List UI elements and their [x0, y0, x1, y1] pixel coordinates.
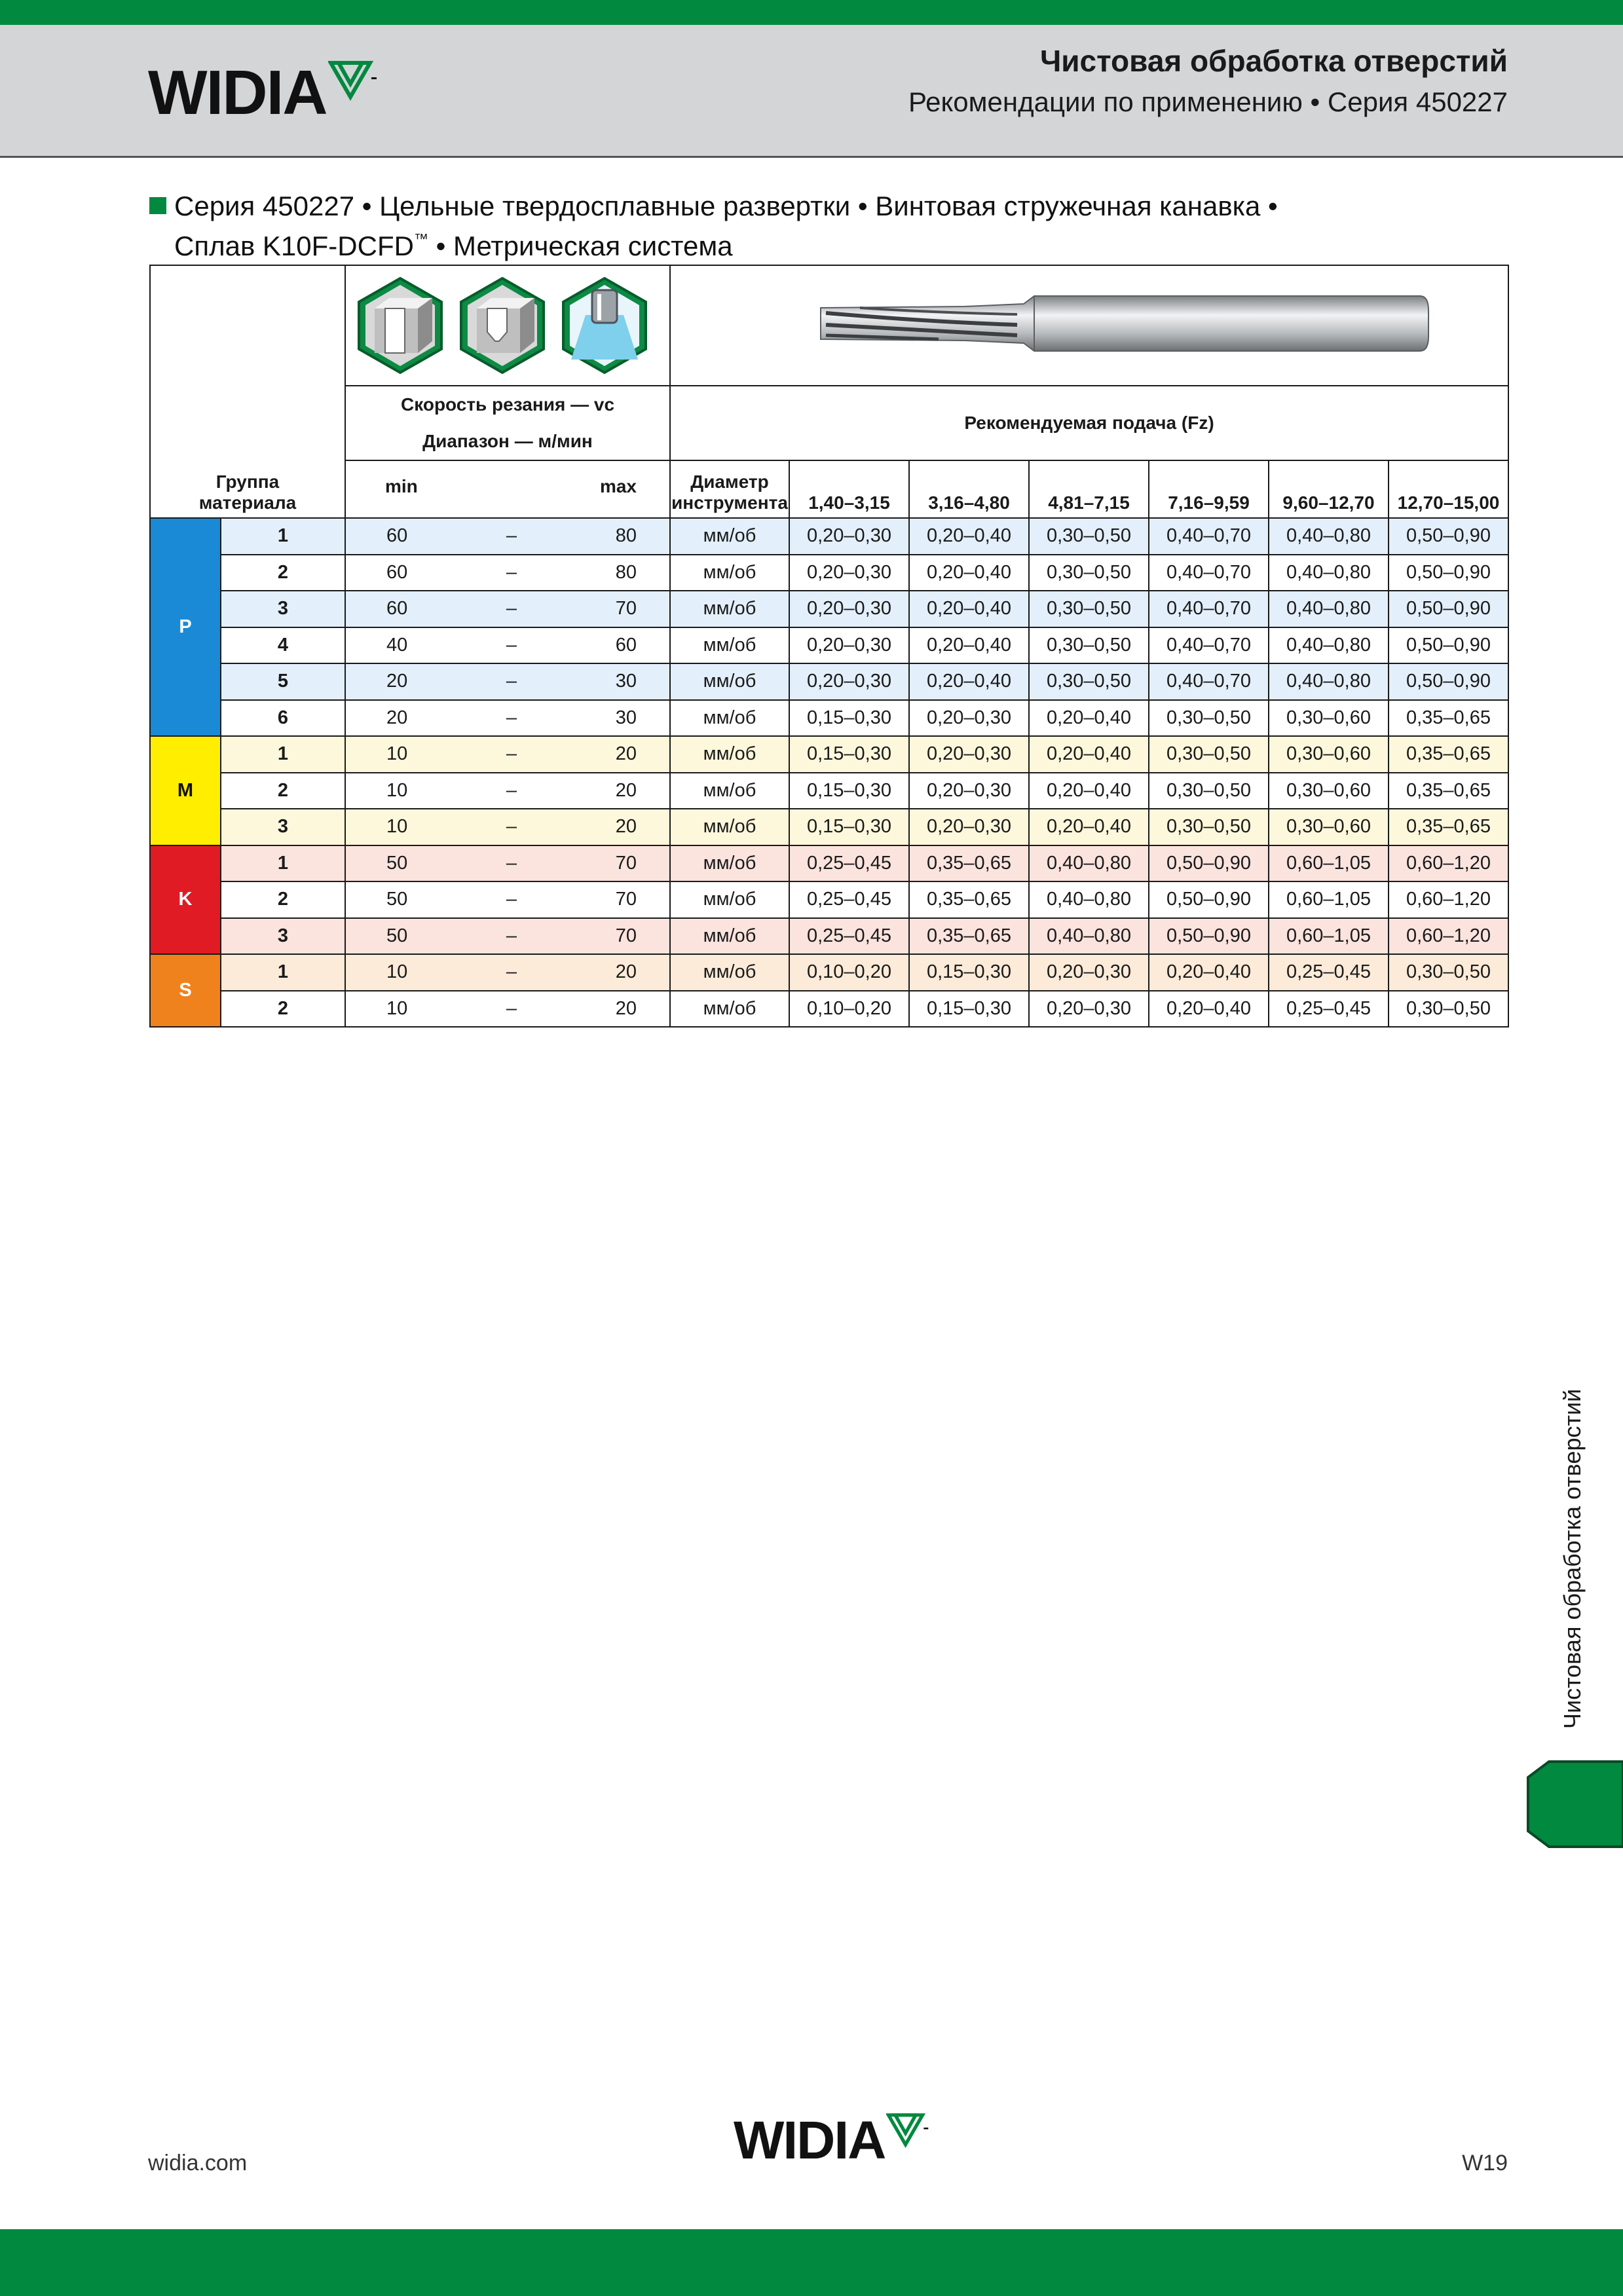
table-row — [150, 991, 1508, 1028]
feed-unit: мм/об — [670, 518, 789, 555]
widia-triangle-icon — [886, 2113, 929, 2149]
speed-range — [345, 954, 670, 991]
feed-value: 0,50–0,90 — [1149, 881, 1269, 918]
feed-value: 0,40–0,80 — [1269, 591, 1389, 627]
speed-max: 20 — [615, 779, 637, 801]
speed-range — [345, 700, 670, 737]
max-label: max — [599, 476, 637, 496]
speed-min: 60 — [386, 525, 408, 547]
feed-value: 0,30–0,50 — [1149, 809, 1269, 845]
min-label: min — [385, 476, 418, 496]
speed-dash: – — [506, 743, 517, 765]
speed-dash: – — [506, 707, 517, 728]
feed-value: 0,20–0,30 — [909, 809, 1029, 845]
speed-max: 20 — [615, 961, 637, 983]
speed-range — [345, 555, 670, 591]
speed-dash: – — [506, 671, 517, 692]
feed-value: 0,30–0,60 — [1269, 773, 1389, 809]
feed-value: 0,20–0,40 — [909, 591, 1029, 627]
speed-range — [345, 518, 670, 555]
table-row — [150, 954, 1508, 991]
feed-value: 0,15–0,30 — [789, 809, 909, 845]
feed-value: 0,40–0,80 — [1029, 918, 1149, 955]
speed-dash: – — [506, 925, 517, 946]
speed-dash: – — [506, 779, 517, 801]
feed-header: Рекомендуемая подача (Fz) — [670, 386, 1508, 460]
speed-min: 60 — [386, 561, 408, 583]
feed-value: 0,20–0,30 — [1029, 991, 1149, 1028]
speed-max: 60 — [615, 634, 637, 656]
feed-value: 0,35–0,65 — [1389, 809, 1508, 845]
feed-value: 0,30–0,50 — [1029, 663, 1149, 700]
feed-value: 0,20–0,30 — [909, 736, 1029, 773]
diameter-label: Диаметр инструмента — [670, 460, 789, 518]
speed-max: 30 — [615, 671, 637, 692]
feed-value: 0,50–0,90 — [1389, 627, 1508, 664]
feed-value: 0,25–0,45 — [1269, 954, 1389, 991]
feed-value: 0,20–0,40 — [1149, 954, 1269, 991]
speed-header-line2: Диапазон — м/мин — [422, 431, 593, 451]
section-title-line2: Сплав K10F-DCFD™ • Метрическая система — [174, 231, 733, 261]
speed-max: 20 — [615, 743, 637, 765]
feed-value: 0,40–0,70 — [1149, 627, 1269, 664]
material-subgroup: 2 — [221, 991, 345, 1028]
table-row — [150, 881, 1508, 918]
diameter-range-4: 7,16–9,59 — [1149, 460, 1269, 518]
speed-min: 10 — [386, 816, 408, 838]
feed-value: 0,30–0,50 — [1389, 954, 1508, 991]
speed-max: 70 — [615, 889, 637, 910]
speed-range — [345, 809, 670, 845]
speed-dash: – — [506, 997, 517, 1019]
diameter-range-6: 12,70–15,00 — [1389, 460, 1508, 518]
speed-min: 10 — [386, 997, 408, 1019]
feed-unit: мм/об — [670, 918, 789, 955]
feed-value: 0,30–0,60 — [1269, 736, 1389, 773]
feed-value: 0,60–1,20 — [1389, 881, 1508, 918]
speed-dash: – — [506, 852, 517, 874]
table-row — [150, 809, 1508, 845]
feed-value: 0,60–1,20 — [1389, 918, 1508, 955]
speed-dash: – — [506, 525, 517, 547]
footer-logo-word: WIDIA — [734, 2111, 886, 2170]
feed-value: 0,50–0,90 — [1389, 518, 1508, 555]
speed-max: 70 — [615, 852, 637, 874]
table-row — [150, 627, 1508, 664]
feed-value: 0,20–0,40 — [1029, 736, 1149, 773]
feed-unit: мм/об — [670, 663, 789, 700]
feed-value: 0,40–0,70 — [1149, 663, 1269, 700]
table-row — [150, 845, 1508, 882]
feed-value: 0,20–0,30 — [789, 591, 909, 627]
material-subgroup: 3 — [221, 918, 345, 955]
page-number: W19 — [1462, 2151, 1508, 2176]
material-subgroup: 2 — [221, 773, 345, 809]
speed-header-cell — [345, 386, 670, 460]
feed-value: 0,60–1,05 — [1269, 918, 1389, 955]
feed-value: 0,50–0,90 — [1389, 663, 1508, 700]
feed-value: 0,60–1,20 — [1389, 845, 1508, 882]
speed-max: 80 — [615, 561, 637, 583]
table-row — [150, 663, 1508, 700]
group-header-cell — [150, 265, 345, 518]
widia-triangle-icon — [328, 60, 378, 102]
speed-dash: – — [506, 561, 517, 583]
feed-value: 0,35–0,65 — [1389, 773, 1508, 809]
feed-value: 0,35–0,65 — [909, 845, 1029, 882]
feed-value: 0,30–0,50 — [1029, 627, 1149, 664]
feed-value: 0,20–0,30 — [789, 663, 909, 700]
footer-url[interactable]: widia.com — [148, 2151, 248, 2176]
feed-unit: мм/об — [670, 627, 789, 664]
speed-header-line1: Скорость резания — vc — [400, 394, 615, 415]
feed-value: 0,25–0,45 — [789, 845, 909, 882]
table-row — [150, 700, 1508, 737]
feed-value: 0,35–0,65 — [909, 881, 1029, 918]
material-subgroup: 5 — [221, 663, 345, 700]
table-row — [150, 518, 1508, 555]
bottom-bar — [0, 2229, 1623, 2296]
feed-value: 0,40–0,80 — [1269, 627, 1389, 664]
reamer-image — [742, 284, 1436, 363]
feed-value: 0,20–0,40 — [1149, 991, 1269, 1028]
feed-value: 0,15–0,30 — [789, 700, 909, 737]
feed-value: 0,60–1,05 — [1269, 881, 1389, 918]
header-logo — [148, 60, 378, 126]
section-title — [149, 190, 1278, 263]
speed-dash: – — [506, 598, 517, 620]
feed-value: 0,30–0,50 — [1149, 773, 1269, 809]
speed-range — [345, 736, 670, 773]
material-group-k: K — [150, 845, 221, 955]
feed-value: 0,20–0,40 — [909, 627, 1029, 664]
feed-unit: мм/об — [670, 954, 789, 991]
speed-range — [345, 881, 670, 918]
feed-value: 0,20–0,30 — [789, 518, 909, 555]
header-subtitle: Рекомендации по применению • Серия 450227 — [908, 86, 1508, 117]
speed-max: 70 — [615, 925, 637, 946]
side-tab — [1523, 1755, 1623, 1853]
feed-value: 0,20–0,40 — [1029, 809, 1149, 845]
speed-min: 10 — [386, 779, 408, 801]
feed-value: 0,15–0,30 — [789, 773, 909, 809]
feed-value: 0,50–0,90 — [1389, 591, 1508, 627]
feed-value: 0,20–0,40 — [909, 555, 1029, 591]
feed-value: 0,20–0,40 — [909, 663, 1029, 700]
speed-range — [345, 991, 670, 1028]
speed-min: 40 — [386, 634, 408, 656]
material-group-m: M — [150, 736, 221, 845]
feed-value: 0,50–0,90 — [1149, 845, 1269, 882]
feed-value: 0,10–0,20 — [789, 991, 909, 1028]
feed-value: 0,35–0,65 — [909, 918, 1029, 955]
header-title: Чистовая обработка отверстий — [1039, 44, 1508, 78]
feed-value: 0,30–0,60 — [1269, 809, 1389, 845]
speed-min: 50 — [386, 925, 408, 946]
feed-value: 0,40–0,80 — [1269, 555, 1389, 591]
feed-value: 0,20–0,40 — [909, 518, 1029, 555]
feed-value: 0,20–0,30 — [1029, 954, 1149, 991]
material-subgroup: 1 — [221, 954, 345, 991]
feed-value: 0,20–0,30 — [909, 773, 1029, 809]
diameter-range-3: 4,81–7,15 — [1029, 460, 1149, 518]
section-title-line1: Серия 450227 • Цельные твердосплавные развертки • Винтовая стружечная канавка • — [149, 190, 1278, 223]
material-subgroup: 3 — [221, 809, 345, 845]
speed-min: 10 — [386, 961, 408, 983]
material-subgroup: 1 — [221, 518, 345, 555]
header-logo-word: WIDIA — [148, 58, 327, 128]
feed-value: 0,25–0,45 — [789, 918, 909, 955]
feed-value: 0,30–0,50 — [1149, 700, 1269, 737]
feed-value: 0,30–0,50 — [1029, 518, 1149, 555]
speed-range — [345, 591, 670, 627]
speed-max: 80 — [615, 525, 637, 547]
feed-unit: мм/об — [670, 881, 789, 918]
feed-value: 0,15–0,30 — [789, 736, 909, 773]
speed-range — [345, 773, 670, 809]
table-row — [150, 773, 1508, 809]
speed-max: 70 — [615, 598, 637, 620]
material-subgroup: 1 — [221, 736, 345, 773]
material-subgroup: 2 — [221, 881, 345, 918]
feed-value: 0,20–0,30 — [909, 700, 1029, 737]
feed-unit: мм/об — [670, 845, 789, 882]
material-group-p: P — [150, 518, 221, 736]
speed-dash: – — [506, 889, 517, 910]
feed-unit: мм/об — [670, 773, 789, 809]
icons-cell — [345, 265, 670, 386]
material-subgroup: 1 — [221, 845, 345, 882]
material-group-s: S — [150, 954, 221, 1027]
feed-value: 0,10–0,20 — [789, 954, 909, 991]
material-subgroup: 6 — [221, 700, 345, 737]
feed-unit: мм/об — [670, 591, 789, 627]
feed-value: 0,20–0,30 — [789, 627, 909, 664]
material-subgroup: 2 — [221, 555, 345, 591]
feed-value: 0,40–0,70 — [1149, 591, 1269, 627]
speed-range — [345, 918, 670, 955]
reamer-image-cell — [670, 265, 1508, 386]
speed-min: 50 — [386, 889, 408, 910]
feed-value: 0,35–0,65 — [1389, 700, 1508, 737]
feed-unit: мм/об — [670, 991, 789, 1028]
group-header: Группа материала — [198, 472, 297, 513]
feed-value: 0,40–0,80 — [1269, 518, 1389, 555]
feed-value: 0,50–0,90 — [1149, 918, 1269, 955]
speed-dash: – — [506, 961, 517, 983]
speed-max: 20 — [615, 997, 637, 1019]
feed-unit: мм/об — [670, 555, 789, 591]
feed-value: 0,25–0,45 — [789, 881, 909, 918]
speed-min: 50 — [386, 852, 408, 874]
feed-value: 0,30–0,50 — [1149, 736, 1269, 773]
speed-min: 10 — [386, 743, 408, 765]
feed-value: 0,30–0,60 — [1269, 700, 1389, 737]
min-max-header — [345, 460, 670, 518]
table-row — [150, 736, 1508, 773]
blind-hole-icon — [457, 276, 548, 375]
through-hole-icon — [355, 276, 445, 375]
feed-value: 0,50–0,90 — [1389, 555, 1508, 591]
feed-value: 0,35–0,65 — [1389, 736, 1508, 773]
feed-value: 0,30–0,50 — [1029, 591, 1149, 627]
green-square-icon — [149, 197, 166, 214]
feed-value: 0,15–0,30 — [909, 954, 1029, 991]
feed-value: 0,20–0,30 — [789, 555, 909, 591]
diameter-range-1: 1,40–3,15 — [789, 460, 909, 518]
diameter-range-2: 3,16–4,80 — [909, 460, 1029, 518]
coolant-icon — [559, 276, 650, 375]
recommendation-table — [149, 265, 1509, 1028]
feed-value: 0,15–0,30 — [909, 991, 1029, 1028]
table-row — [150, 591, 1508, 627]
feed-value: 0,40–0,80 — [1029, 845, 1149, 882]
feed-value: 0,40–0,70 — [1149, 555, 1269, 591]
diameter-range-5: 9,60–12,70 — [1269, 460, 1389, 518]
feed-unit: мм/об — [670, 700, 789, 737]
feed-value: 0,40–0,70 — [1149, 518, 1269, 555]
speed-dash: – — [506, 816, 517, 838]
feed-value: 0,30–0,50 — [1029, 555, 1149, 591]
feed-value: 0,60–1,05 — [1269, 845, 1389, 882]
footer-logo — [734, 2113, 929, 2169]
top-bar — [0, 0, 1623, 25]
table-row — [150, 555, 1508, 591]
speed-max: 30 — [615, 707, 637, 728]
speed-range — [345, 845, 670, 882]
material-subgroup: 3 — [221, 591, 345, 627]
feed-value: 0,20–0,40 — [1029, 700, 1149, 737]
feed-value: 0,20–0,40 — [1029, 773, 1149, 809]
feed-value: 0,40–0,80 — [1269, 663, 1389, 700]
speed-range — [345, 627, 670, 664]
feed-unit: мм/об — [670, 809, 789, 845]
material-subgroup: 4 — [221, 627, 345, 664]
speed-min: 60 — [386, 598, 408, 620]
speed-range — [345, 663, 670, 700]
speed-max: 20 — [615, 816, 637, 838]
feed-unit: мм/об — [670, 736, 789, 773]
table-row — [150, 918, 1508, 955]
speed-dash: – — [506, 634, 517, 656]
feed-value: 0,30–0,50 — [1389, 991, 1508, 1028]
feed-value: 0,25–0,45 — [1269, 991, 1389, 1028]
speed-min: 20 — [386, 707, 408, 728]
speed-min: 20 — [386, 671, 408, 692]
feed-value: 0,40–0,80 — [1029, 881, 1149, 918]
